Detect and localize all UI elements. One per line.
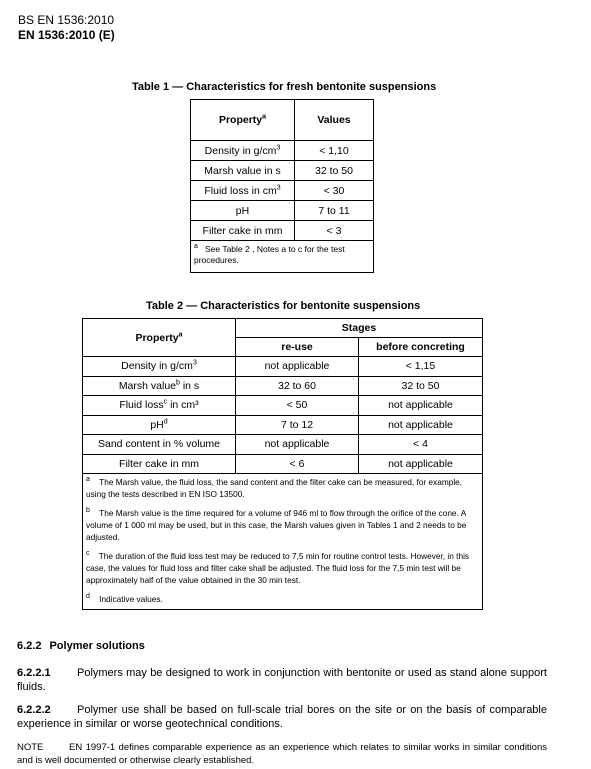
table-row — [83, 415, 483, 435]
section-heading — [17, 640, 145, 652]
table1-property: Filter cake in mm — [191, 221, 295, 241]
table-row — [191, 181, 374, 201]
note-paragraph — [17, 741, 547, 767]
table2-footnote: $^b$ The Marsh value is the time required for a volume of 946 ml to flow through the orifice of the cone. A volume of 1 000 ml may be used, but in this case, the Marsh values given in Tables 1 and 2 needs to be adjusted. — [86, 507, 467, 542]
table1-value: < 30 — [295, 181, 374, 201]
clause-number: 6.2.2.2 — [17, 704, 51, 716]
clause-text: Polymers may be designed to work in conjunction with bentonite or used as stand alone support fluids. — [17, 667, 547, 693]
table2-caption: Table 2 — Characteristics for bentonite suspensions — [146, 300, 421, 312]
table1-footnote: $^a$ See Table 2 , Notes a to c for the test procedures. — [191, 241, 374, 273]
table2-property: Fluid loss$^c$ in cm³ — [83, 396, 236, 416]
table-row — [83, 376, 483, 396]
table2-footnotes — [83, 474, 483, 610]
table1-footnote-row — [191, 241, 374, 273]
table1-col-values: Values — [295, 100, 374, 141]
table2-footnote: $^c$ The duration of the fluid loss test may be reduced to 7,5 min for routine control tests. However, in this case, the values for fluid loss and filter cake shall be adjusted. The fluid loss for the 7,5 min test will be approximately half of the value obtained in the 30 min test. — [86, 550, 470, 585]
table2-reuse-value: not applicable — [236, 357, 359, 377]
table2-property: Density in $g/cm^3$ — [83, 357, 236, 377]
table-row — [83, 357, 483, 377]
table2-property: Marsh value$^b$ in s — [83, 376, 236, 396]
note-label: NOTE — [17, 742, 44, 753]
table2-before-value: not applicable — [359, 415, 483, 435]
table-row — [191, 201, 374, 221]
section-number: 6.2.2 — [17, 640, 42, 652]
note-text: EN 1997-1 defines comparable experience as an experience which relates to similar works in similar conditions and is well documented or otherwise clearly established. — [17, 742, 547, 766]
table-row — [191, 221, 374, 241]
table-row — [83, 454, 483, 474]
section-title: Polymer solutions — [49, 640, 145, 652]
table2-footnote: $^a$ The Marsh value, the fluid loss, the sand content and the filter cake can be measured, for example, using the tests described in EN ISO 13500. — [86, 476, 463, 499]
table2-property: Filter cake in mm — [83, 454, 236, 474]
table2-before-value: < 4 — [359, 435, 483, 455]
standard-reference: BS EN 1536:2010 — [18, 13, 115, 27]
table1-value: 7 to 11 — [295, 201, 374, 221]
table1-value: 32 to 50 — [295, 161, 374, 181]
table1-caption: Table 1 — Characteristics for fresh bentonite suspensions — [132, 81, 437, 93]
table2-reuse-value: 32 to 60 — [236, 376, 359, 396]
table2-property: Sand content in % volume — [83, 435, 236, 455]
table-row — [83, 396, 483, 416]
table2-col-before-concreting: before concreting — [359, 338, 483, 357]
table1-header-row — [191, 100, 374, 141]
table1-property: Density in $g/cm^3$ — [191, 141, 295, 161]
table-row — [191, 161, 374, 181]
table1-value: < 1,10 — [295, 141, 374, 161]
table2-reuse-value: 7 to 12 — [236, 415, 359, 435]
table2-col-property: Property$^a$ — [83, 319, 236, 357]
clause-paragraph — [17, 666, 547, 694]
table1 — [190, 99, 374, 273]
table2-before-value: 32 to 50 — [359, 376, 483, 396]
table2-header-row — [83, 319, 483, 338]
table2-footnotes-row — [83, 474, 483, 610]
table1-value: < 3 — [295, 221, 374, 241]
document-header — [18, 13, 115, 43]
table1-col-property: Property$^a$ — [191, 100, 295, 141]
clause-paragraph — [17, 703, 547, 731]
table2-before-value: not applicable — [359, 454, 483, 474]
table2-reuse-value: not applicable — [236, 435, 359, 455]
table2-property: $pH^d$ — [83, 415, 236, 435]
table-row — [83, 435, 483, 455]
table2-col-stages: Stages — [236, 319, 483, 338]
table2-reuse-value: < 6 — [236, 454, 359, 474]
table1-property: pH — [191, 201, 295, 221]
table2-footnote: $^d$ Indicative values. — [86, 593, 163, 604]
table2-reuse-value: < 50 — [236, 396, 359, 416]
table2-col-reuse: re-use — [236, 338, 359, 357]
table1-property: Marsh value in s — [191, 161, 295, 181]
table2-before-value: < 1,15 — [359, 357, 483, 377]
table-row — [191, 141, 374, 161]
clause-number: 6.2.2.1 — [17, 667, 51, 679]
table2 — [82, 318, 483, 610]
standard-edition: EN 1536:2010 (E) — [18, 28, 115, 42]
table2-before-value: not applicable — [359, 396, 483, 416]
clause-text: Polymer use shall be based on full-scale trial bores on the site or on the basis of comparable experience in similar or worse geotechnical conditions. — [17, 704, 547, 730]
table1-property: Fluid loss in $cm^3$ — [191, 181, 295, 201]
